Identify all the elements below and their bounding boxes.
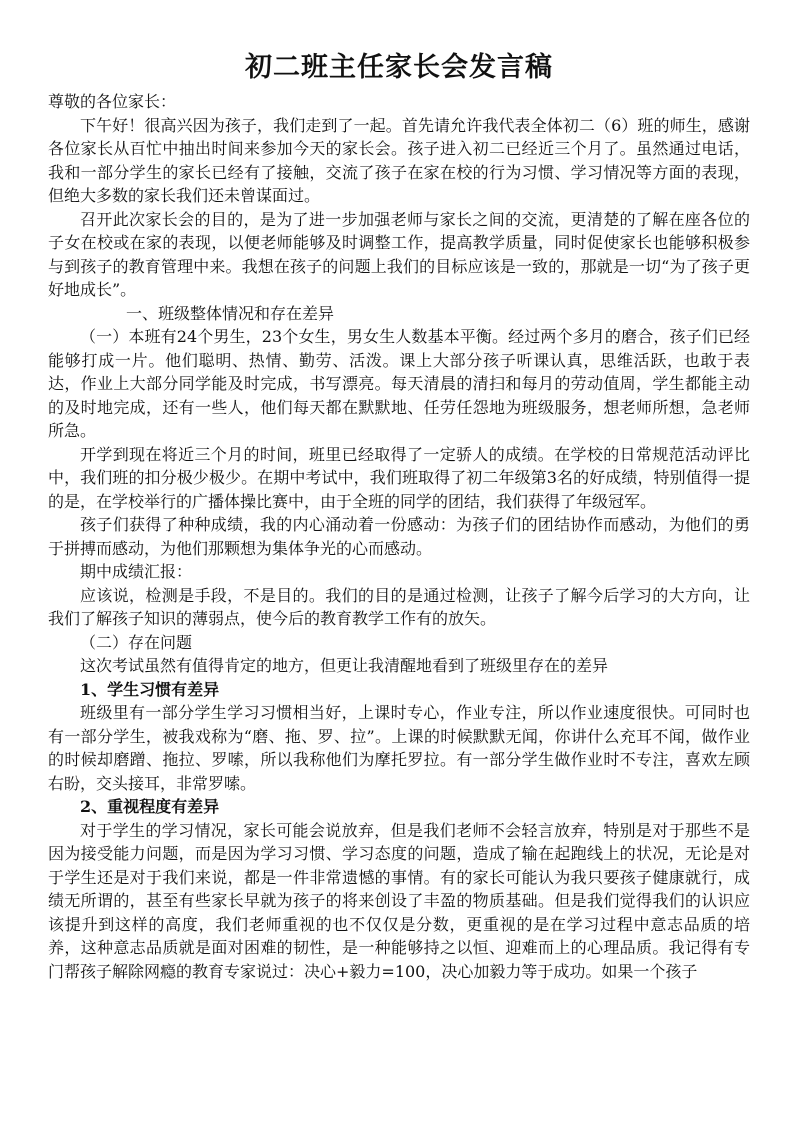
paragraph-purpose: 召开此次家长会的目的，是为了进一步加强老师与家长之间的交流，更清楚的了解在座各位的子女在校或在家的表现，以便老师能够及时调整工作，提高教学质量，同时促使家长也能够积极参与到孩子的教育管理中来。我想在孩子的问题上我们的目标应该是一致的，那就是一切“为了孩子更好地成长”。 <box>48 209 750 299</box>
subheading-attention: 2、重视程度有差异 <box>80 797 220 816</box>
paragraph-attention: 对于学生的学习情况，家长可能会说放弃，但是我们老师不会轻言放弃，特别是对于那些不是因为接受能力问题，而是因为学习习惯、学习态度的问题，造成了输在起跑线上的状况，无论是对于学生还是对于我们来说，都是一件非常遗憾的事情。有的家长可能认为我只要孩子健康就行，成绩无所谓的，甚至有些家长早就为孩子的将来创设了丰盈的物质基础。但是我们觉得我们的认识应该提升到这样的高度，我们老师重视的也不仅仅是分数，更重视的是在学习过程中意志品质的培养，这种意志品质就是面对困难的韧性，是一种能够持之以恒、迎难而上的心理品质。我记得有专门帮孩子解除网瘾的教育专家说过：决心+毅力=100，决心加毅力等于成功。如果一个孩子 <box>48 820 750 981</box>
section-heading-class-overview: 一、班级整体情况和存在差异 <box>126 303 335 323</box>
paragraph-achievements: 开学到现在将近三个月的时间，班里已经取得了一定骄人的成绩。在学校的日常规范活动评比中，我们班的扣分极少极少。在期中考试中，我们班取得了初二年级第3名的好成绩，特别值得一提的是，在学校举行的广播体操比赛中，由于全班的同学的团结，我们获得了年级冠军。 <box>48 444 750 511</box>
paragraph-class-overview: （一）本班有24个男生，23个女生，男女生人数基本平衡。经过两个多月的磨合，孩子们已经能够打成一片。他们聪明、热情、勤劳、活泼。课上大部分孩子听课认真，思维活跃，也敢于表达，作业上大部分同学能及时完成，书写漂亮。每天清晨的清扫和每月的劳动值周，学生都能主动的及时地完成，还有一些人，他们每天都在默默地、任劳任怨地为班级服务，想老师所想，急老师所急。 <box>48 327 750 440</box>
paragraph-midterm: 应该说，检测是手段，不是目的。我们的目的是通过检测，让孩子了解今后学习的大方向，让我们了解孩子知识的薄弱点，使今后的教育教学工作有的放矢。 <box>48 585 750 628</box>
issues-heading: （二）存在问题 <box>80 632 193 652</box>
document-page <box>48 48 750 983</box>
paragraph-issues-intro: 这次考试虽然有值得肯定的地方，但更让我清醒地看到了班级里存在的差异 <box>80 656 609 675</box>
paragraph-habits: 班级里有一部分学生学习习惯相当好，上课时专心，作业专注，所以作业速度很快。可同时也有一部分学生，被我戏称为“磨、拖、罗、拉”。上课的时候默默无闻，你讲什么充耳不闻，做作业的时候却磨蹭、拖拉、罗嗦，所以我称他们为摩托罗拉。有一部分学生做作业时不专注，喜欢左顾右盼，交头接耳，非常罗嗦。 <box>48 703 750 793</box>
paragraph-greeting: 下午好！很高兴因为孩子，我们走到了一起。首先请允许我代表全体初二（6）班的师生，感谢各位家长从百忙中抽出时间来参加今天的家长会。孩子进入初二已经近三个月了。虽然通过电话，我和一部分学生的家长已经有了接触，交流了孩子在家在校的行为习惯、学习情况等方面的表现，但绝大多数的家长我们还未曾谋面过。 <box>48 115 750 205</box>
midterm-label: 期中成绩汇报： <box>80 562 193 581</box>
document-title: 初二班主任家长会发言稿 <box>245 52 553 83</box>
subheading-habits: 1、学生习惯有差异 <box>80 679 220 699</box>
salutation: 尊敬的各位家长： <box>48 92 177 111</box>
paragraph-gratitude: 孩子们获得了种种成绩，我的内心涌动着一份感动：为孩子们的团结协作而感动，为他们的勇于拼搏而感动，为他们那颗想为集体争光的心而感动。 <box>48 515 750 558</box>
